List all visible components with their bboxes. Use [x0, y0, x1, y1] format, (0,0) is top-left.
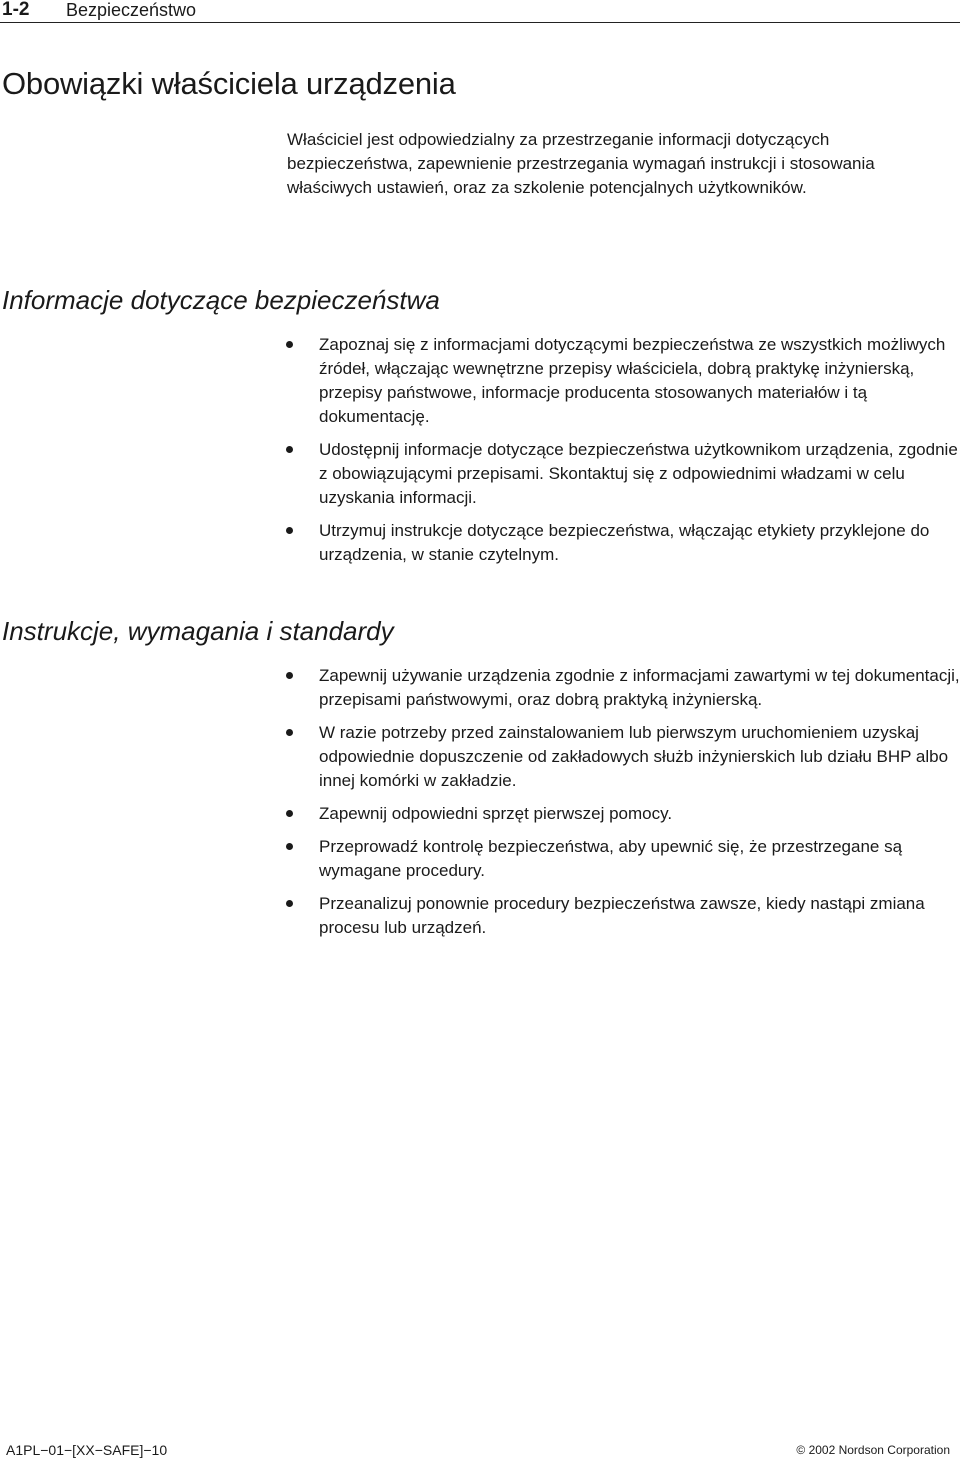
bullet-icon [286, 843, 293, 850]
list-item [285, 721, 960, 793]
list-item-text: Przeanalizuj ponownie procedury bezpieczeństwa zawsze, kiedy nastąpi zmiana procesu lub urządzeń. [319, 894, 925, 937]
bullet-icon [286, 672, 293, 679]
instructions-standards-list [285, 664, 960, 949]
document-code: A1PL−01−[XX−SAFE]−10 [6, 1442, 168, 1458]
list-item-text: Przeprowadź kontrolę bezpieczeństwa, aby upewnić się, że przestrzegane są wymagane procedury. [319, 837, 903, 880]
bullet-icon [286, 810, 293, 817]
section-heading-instructions-standards: Instrukcje, wymagania i standardy [2, 616, 394, 646]
list-item-text: Zapewnij odpowiedni sprzęt pierwszej pomocy. [319, 804, 673, 823]
list-item-text: Zapoznaj się z informacjami dotyczącymi bezpieczeństwa ze wszystkich możliwych źródeł, włączając wewnętrzne przepisy właściciela, dobrą praktykę inżynierską, przepisy państwowe, informacje producenta stosowanych materiałów i tą dokumentację. [319, 335, 946, 426]
bullet-icon [286, 527, 293, 534]
list-item [285, 519, 960, 567]
list-item [285, 892, 960, 940]
page-title: Obowiązki właściciela urządzenia [2, 66, 456, 101]
running-section-title: Bezpieczeństwo [66, 0, 197, 20]
page-number: 1-2 [2, 0, 30, 20]
page-header [0, 0, 960, 23]
copyright-notice: © 2002 Nordson Corporation [796, 1443, 950, 1457]
list-item-text: W razie potrzeby przed zainstalowaniem lub pierwszym uruchomieniem uzyskaj odpowiednie dopuszczenie od zakładowych służb inżynierskich lub działu BHP albo innej komórki w zakładzie. [319, 723, 949, 790]
list-item [285, 802, 960, 826]
bullet-icon [286, 729, 293, 736]
intro-paragraph: Właściciel jest odpowiedzialny za przestrzeganie informacji dotyczących bezpieczeństwa, zapewnienie przestrzegania wymagań instrukcji i stosowania właściwych ustawień, oraz za szkolenie potencjalnych użytkowników. [287, 130, 875, 197]
list-item-text: Udostępnij informacje dotyczące bezpieczeństwa użytkownikom urządzenia, zgodnie z obowiązującymi przepisami. Skontaktuj się z odpowiednimi władzami w celu uzyskania informacji. [319, 440, 958, 507]
list-item [285, 664, 960, 712]
section-heading-safety-info: Informacje dotyczące bezpieczeństwa [2, 285, 440, 315]
list-item [285, 333, 960, 429]
list-item [285, 835, 960, 883]
list-item-text: Utrzymuj instrukcje dotyczące bezpieczeństwa, włączając etykiety przyklejone do urządzenia, w stanie czytelnym. [319, 521, 930, 564]
bullet-icon [286, 446, 293, 453]
list-item-text: Zapewnij używanie urządzenia zgodnie z informacjami zawartymi w tej dokumentacji, przepisami państwowymi, oraz dobrą praktyką inżynierską. [319, 666, 960, 709]
bullet-icon [286, 341, 293, 348]
list-item [285, 438, 960, 510]
safety-info-list [285, 333, 960, 576]
bullet-icon [286, 900, 293, 907]
